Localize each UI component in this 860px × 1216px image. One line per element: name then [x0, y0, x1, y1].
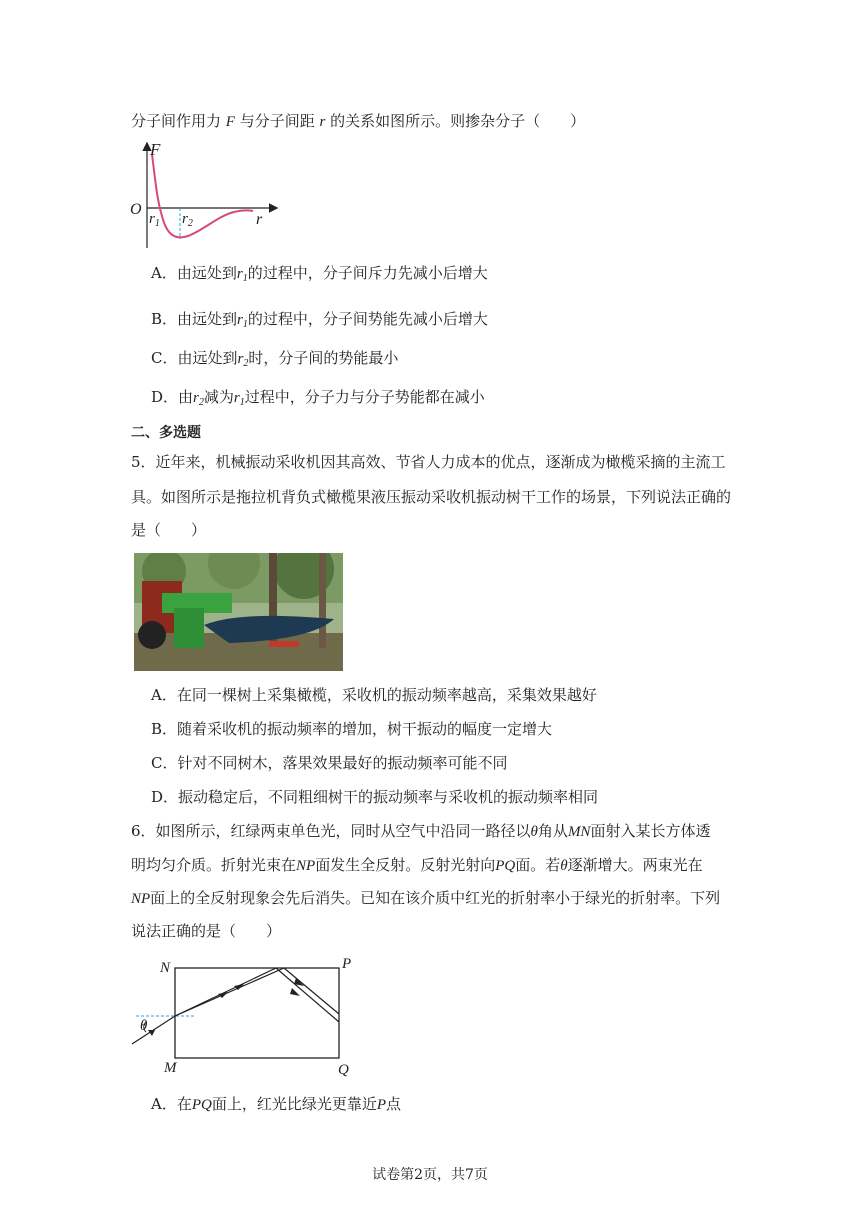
section-heading-multi-choice: 二、多选题: [131, 425, 201, 441]
q4-option-d[interactable]: D．由$r_2$减为$r_1$过程中，分子力与分子势能都在减小: [151, 388, 485, 408]
q6-refracted-ray-2: [175, 968, 284, 1016]
q6-option-a[interactable]: A．在PQ面上，红光比绿光更靠近P点: [151, 1095, 402, 1113]
q6-stem-line4: 说法正确的是（ ）: [131, 922, 282, 940]
q6-label-N: N: [160, 960, 171, 976]
q4-stem: [131, 110, 585, 133]
q6-medium-block: [175, 968, 339, 1058]
q5-harvester-photo: [134, 553, 343, 671]
q6-reflected-ray-1: [276, 968, 339, 1022]
q4-option-c[interactable]: C．由远处到$r_2$时，分子间的势能最小: [151, 349, 399, 369]
q6-stem-line3: NP面上的全反射现象会先后消失。已知在该介质中红光的折射率小于绿光的折射率。下列: [131, 889, 721, 907]
q4-option-b[interactable]: B．由远处到$r_1$的过程中，分子间势能先减小后增大: [151, 310, 488, 330]
q4-option-a[interactable]: A．由远处到$r_1$的过程中，分子间斥力先减小后增大: [151, 264, 488, 284]
q4-label-r-axis: r: [256, 211, 263, 228]
q4-label-F: F: [150, 140, 161, 159]
page-footer: 试卷第2页，共7页: [372, 1167, 488, 1183]
q5-stem-line2: 具。如图所示是拖拉机背负式橄榄果液压振动采收机振动树干工作的场景，下列说法正确的: [131, 488, 732, 506]
q5-option-c[interactable]: C．针对不同树木，落果效果最好的振动频率可能不同: [151, 754, 508, 772]
q4-stem-text-b: 与分子间距: [239, 112, 315, 130]
q5-option-d[interactable]: D．振动稳定后，不同粗细树干的振动频率与采收机的振动频率相同: [151, 788, 599, 806]
q4-stem-r: r: [319, 114, 326, 130]
q6-label-M: M: [164, 1060, 177, 1076]
q4-force-curve: [152, 154, 253, 237]
q6-stem-line2: 明均匀介质。折射光束在NP面发生全反射。反射光射向PQ面。若θ逐渐增大。两束光在: [131, 856, 703, 874]
q5-option-a[interactable]: A．在同一棵树上采集橄榄，采收机的振动频率越高，采集效果越好: [151, 686, 597, 704]
q4-stem-F: F: [225, 114, 235, 130]
q4-label-O: O: [130, 201, 142, 218]
q5-option-b[interactable]: B．随着采收机的振动频率的增加，树干振动的幅度一定增大: [151, 720, 553, 738]
q4-force-distance-graph: [126, 138, 286, 250]
q5-stem-line1: 5．近年来，机械振动采收机因其高效、节省人力成本的优点，逐渐成为橄榄采摘的主流工: [131, 453, 726, 471]
q6-label-Q: Q: [338, 1062, 349, 1078]
q6-label-theta: θ: [140, 1018, 148, 1034]
q4-label-r2: $r_2$: [182, 211, 193, 229]
q6-optics-diagram: [128, 950, 368, 1080]
q5-stem-line3: 是（ ）: [131, 521, 207, 539]
q4-stem-text-c: 的关系如图所示。则掺杂分子（ ）: [330, 112, 586, 130]
q4-stem-text-a: 分子间作用力: [131, 112, 222, 130]
q6-stem-line1: 6．如图所示，红绿两束单色光，同时从空气中沿同一路径以θ角从MN面射入某长方体透: [131, 822, 711, 840]
q4-label-r1: $r_1$: [149, 211, 160, 229]
q6-label-P: P: [342, 956, 352, 972]
